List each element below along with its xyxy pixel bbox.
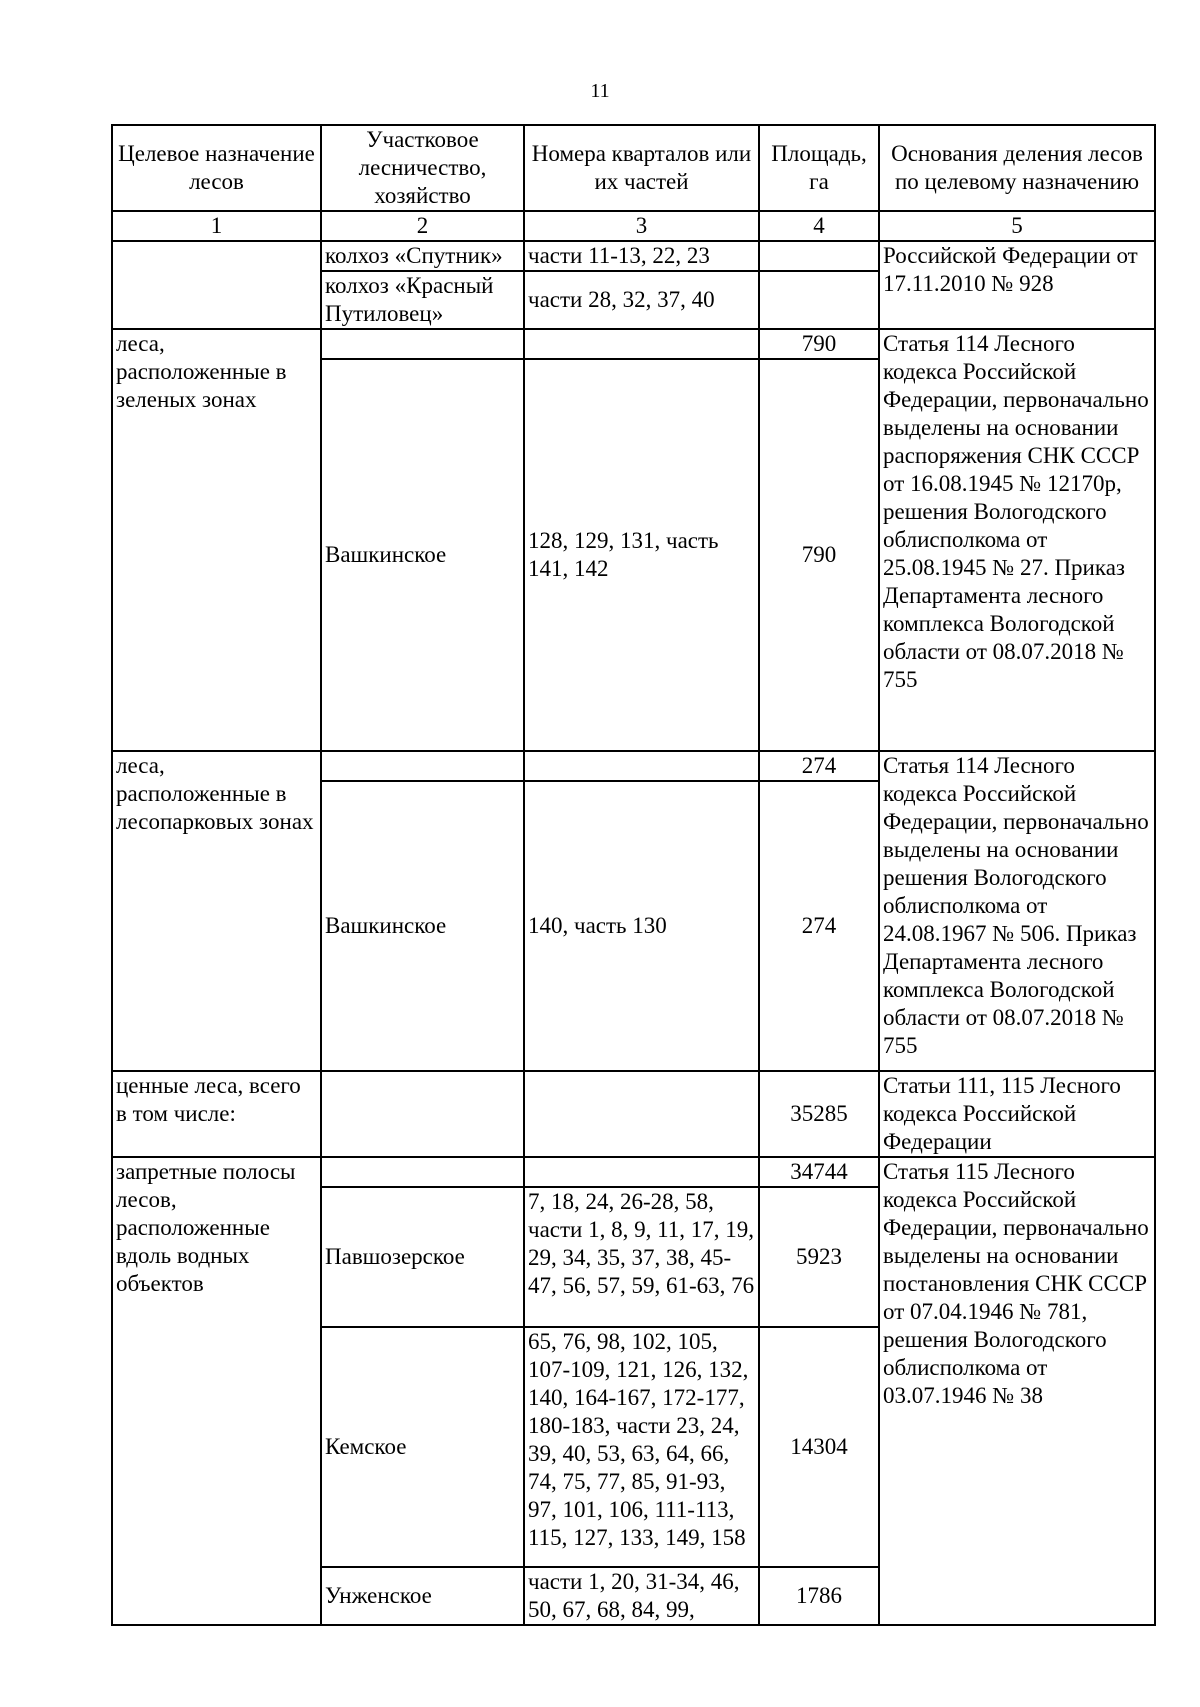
column-number: 5	[879, 211, 1155, 241]
area-cell	[759, 271, 879, 329]
quarters-cell	[524, 751, 759, 781]
area-total-cell: 34744	[759, 1157, 879, 1187]
forestry-cell: Павшозерское	[321, 1187, 524, 1327]
column-number: 3	[524, 211, 759, 241]
table-row	[112, 751, 1155, 781]
quarters-cell: 65, 76, 98, 102, 105, 107-109, 121, 126, 132, 140, 164-167, 172-177, 180-183, части 23, 24, 39, 40, 53, 63, 64, 66, 74, 75, 77, 85, 91-93, 97, 101, 106, 111-113, 115, 127, 133, 149, 158	[524, 1327, 759, 1567]
forestry-cell: Унженское	[321, 1567, 524, 1625]
table-row	[112, 329, 1155, 359]
area-cell	[759, 241, 879, 271]
area-cell: 35285	[759, 1071, 879, 1157]
quarters-cell: 7, 18, 24, 26-28, 58, части 1, 8, 9, 11, 17, 19, 29, 34, 35, 37, 38, 45-47, 56, 57, 59, 61-63, 76	[524, 1187, 759, 1327]
forestry-cell	[321, 329, 524, 359]
table-header-row	[112, 125, 1155, 211]
purpose-cell: леса, расположенные в зеленых зонах	[112, 329, 321, 751]
forestry-cell: Вашкинское	[321, 359, 524, 751]
area-total-cell: 274	[759, 751, 879, 781]
basis-cell: Статья 114 Лесного кодекса Российской Федерации, первоначально выделены на основании решения Вологодского облисполкома от 24.08.1967 № 506. Приказ Департамента лесного комплекса Вологодской области от 08.07.2018 № 755	[879, 751, 1155, 1071]
quarters-cell: части 28, 32, 37, 40	[524, 271, 759, 329]
area-cell: 790	[759, 359, 879, 751]
column-number: 4	[759, 211, 879, 241]
table-row	[112, 1071, 1155, 1157]
forestry-cell	[321, 1071, 524, 1157]
forestry-cell: Кемское	[321, 1327, 524, 1567]
column-number: 1	[112, 211, 321, 241]
forest-purpose-table	[111, 124, 1156, 1626]
forestry-cell	[321, 1157, 524, 1187]
area-cell: 274	[759, 781, 879, 1071]
basis-cell: Статья 114 Лесного кодекса Российской Федерации, первоначально выделены на основании распоряжения СНК СССР от 16.08.1945 № 12170р, решения Вологодского облисполкома от 25.08.1945 № 27. Приказ Департамента лесного комплекса Вологодской области от 08.07.2018 № 755	[879, 329, 1155, 751]
quarters-cell: части 1, 20, 31-34, 46, 50, 67, 68, 84, 99,	[524, 1567, 759, 1625]
basis-cell: Российской Федерации от 17.11.2010 № 928	[879, 241, 1155, 329]
table-row	[112, 241, 1155, 271]
header-forestry: Участковое лесничество, хозяйство	[321, 125, 524, 211]
forestry-cell: колхоз «Красный Путиловец»	[321, 271, 524, 329]
forestry-cell: Вашкинское	[321, 781, 524, 1071]
column-number: 2	[321, 211, 524, 241]
quarters-cell: части 11-13, 22, 23	[524, 241, 759, 271]
quarters-cell	[524, 1071, 759, 1157]
area-cell: 5923	[759, 1187, 879, 1327]
page-number: 11	[590, 80, 610, 102]
purpose-cell	[112, 241, 321, 329]
forestry-cell: колхоз «Спутник»	[321, 241, 524, 271]
quarters-cell	[524, 329, 759, 359]
area-cell: 1786	[759, 1567, 879, 1625]
area-total-cell: 790	[759, 329, 879, 359]
header-basis: Основания деления лесов по целевому назначению	[879, 125, 1155, 211]
quarters-cell: 128, 129, 131, часть 141, 142	[524, 359, 759, 751]
quarters-cell	[524, 1157, 759, 1187]
header-purpose: Целевое назначение лесов	[112, 125, 321, 211]
area-cell: 14304	[759, 1327, 879, 1567]
column-number-row	[112, 211, 1155, 241]
purpose-cell: запретные полосы лесов, расположенные вдоль водных объектов	[112, 1157, 321, 1625]
forestry-cell	[321, 751, 524, 781]
basis-cell: Статьи 111, 115 Лесного кодекса Российской Федерации	[879, 1071, 1155, 1157]
basis-cell: Статья 115 Лесного кодекса Российской Федерации, первоначально выделены на основании постановления СНК СССР от 07.04.1946 № 781, решения Вологодского облисполкома от 03.07.1946 № 38	[879, 1157, 1155, 1625]
quarters-cell: 140, часть 130	[524, 781, 759, 1071]
purpose-cell: леса, расположенные в лесопарковых зонах	[112, 751, 321, 1071]
header-quarters: Номера кварталов или их частей	[524, 125, 759, 211]
purpose-cell: ценные леса, всего в том числе:	[112, 1071, 321, 1157]
table-row	[112, 1157, 1155, 1187]
header-area: Площадь, га	[759, 125, 879, 211]
